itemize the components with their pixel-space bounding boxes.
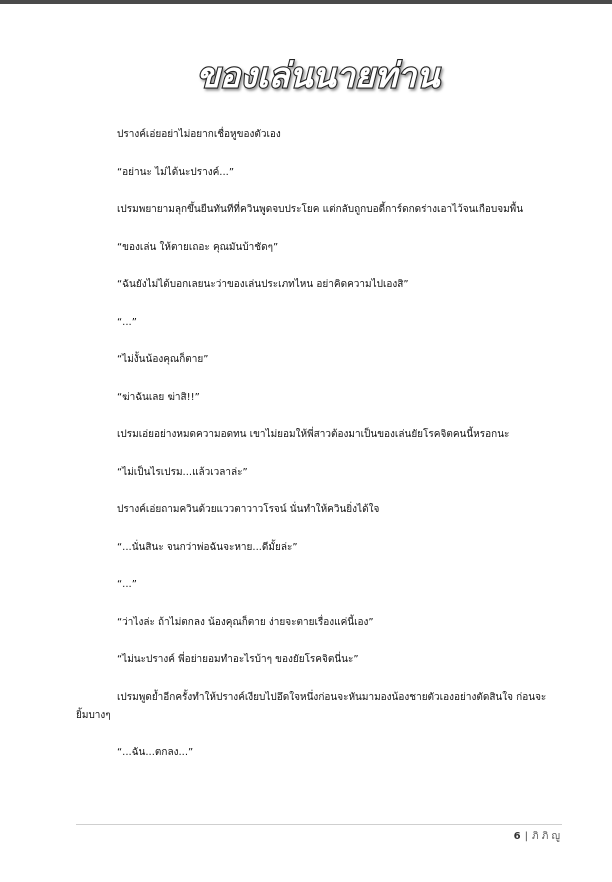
paragraph: “ของเล่น ให้ตายเถอะ คุณมันบ้าชัดๆ” [117, 241, 279, 253]
paragraph: “...นั่นสินะ จนกว่าพ่อฉันจะหาย...ดีมั้ยล่ะ” [117, 541, 298, 553]
paragraph: “ไม่นะปรางค์ พี่อย่ายอมทำอะไรบ้าๆ ของยัยโรคจิตนี่นะ” [117, 654, 359, 665]
paragraph: “ไม่เป็นไรเปรม...แล้วเวลาล่ะ” [117, 466, 248, 478]
footer-divider [76, 824, 562, 825]
title-image [196, 40, 440, 112]
page-footer [514, 829, 560, 844]
paragraph: ปรางค์เอ่ยถามควินด้วยแววตาวาวโรจน์ นั่นทำให้ควินยิ่งได้ใจ [117, 504, 380, 515]
paragraph: “ว่าไงล่ะ ถ้าไม่ตกลง น้องคุณก็ตาย ง่ายจะตายเรื่องแค่นี้เอง” [117, 616, 374, 628]
paragraph: “ฆ่าฉันเลย ฆ่าสิ!!” [117, 391, 200, 403]
top-border [0, 0, 612, 4]
paragraph: “...” [117, 316, 137, 328]
paragraph: “...ฉัน...ตกลง...” [117, 747, 194, 758]
story-body [76, 126, 558, 782]
paragraph: “อย่านะ ไม่ได้นะปรางค์...” [117, 166, 235, 178]
paragraph: “ฉันยังไม่ได้บอกเลยนะว่าของเล่นประเภทไหน อย่าคิดความไปเองสิ” [117, 279, 409, 290]
title-text: ของเล่นนายท่าน [196, 56, 440, 96]
footer-separator: | [524, 831, 528, 842]
paragraph: เปรมเอ่ยอย่างหมดความอดทน เขาไม่ยอมให้พี่สาวต้องมาเป็นของเล่นยัยโรคจิตคนนี้หรอกนะ [117, 429, 510, 440]
paragraph: ปรางค์เอ่ยอย่าไม่อยากเชื่อหูของตัวเอง [117, 129, 281, 140]
page-number: 6 [513, 831, 521, 842]
paragraph: “ไม่งั้นน้องคุณก็ตาย” [117, 354, 209, 365]
title-art [196, 40, 440, 112]
paragraph: เปรมพูดย้ำอีกครั้งทำให้ปรางค์เงียบไปอึดใจหนึ่งก่อนจะหันมามองน้องชายตัวเองอย่างตัดสินใจ ก่อนจะยิ้มบางๆ [76, 691, 547, 721]
paragraph: “...” [117, 579, 137, 590]
paragraph: เปรมพยายามลุกขึ้นยืนทันทีที่ควินพูดจบประโยค แต่กลับถูกบอดี้การ์ดกดร่างเอาไว้จนเกือบจมพื้น [117, 204, 524, 215]
author-name: ภิ ภิ ญู [531, 831, 560, 842]
